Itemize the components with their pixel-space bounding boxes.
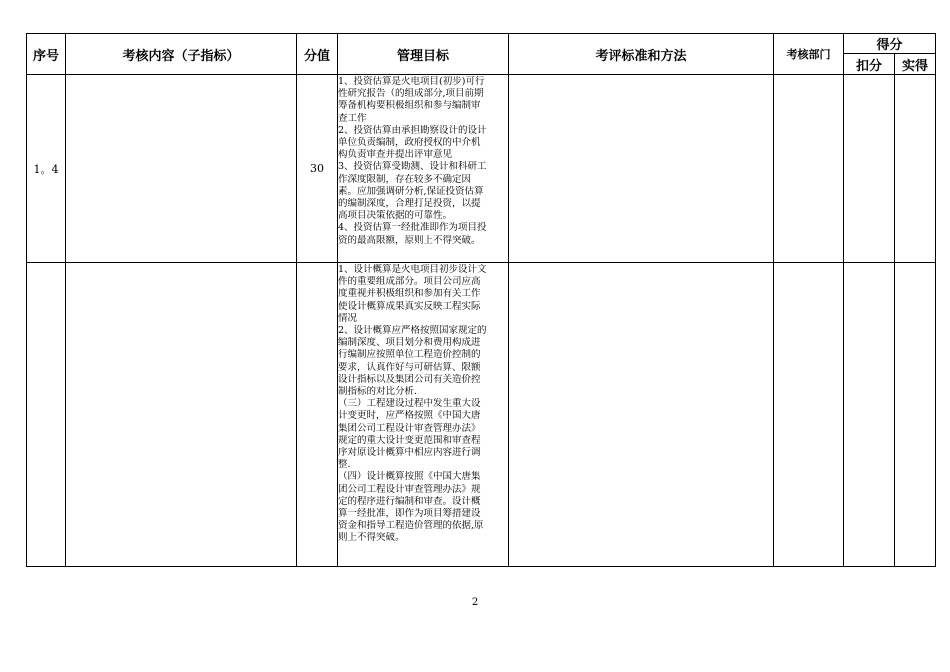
goal-line: 计变更时，应严格按照《中国大唐: [338, 410, 481, 422]
row-dept: [774, 75, 844, 263]
goal-line: 构负责审查并提出评审意见: [338, 149, 453, 161]
header-goal: 管理目标: [338, 34, 509, 75]
goal-line: 3、投资估算受勘测、设计和科研工: [338, 161, 487, 173]
header-score-value: 分值: [297, 34, 338, 75]
row-score-value: 30: [297, 75, 338, 263]
row-goal: [338, 263, 509, 567]
goal-line: 算一经批准，即作为项目筹措建设: [338, 508, 481, 520]
goal-line: 度重视并积极组织和参加有关工作: [338, 288, 481, 300]
row-deduct: [844, 263, 895, 567]
goal-line: 设计指标以及集团公司有关造价控: [338, 373, 481, 385]
row-content: [66, 75, 297, 263]
goal-line: 1、设计概算是火电项目初步设计文: [338, 264, 487, 275]
goal-line: （四）设计概算按照《中国大唐集: [338, 471, 481, 483]
goal-line: 行编制应按照单位工程造价控制的: [338, 349, 481, 361]
header-seq: 序号: [27, 34, 66, 75]
header-content: 考核内容（子指标）: [66, 34, 297, 75]
goal-line: 查工作: [338, 112, 367, 124]
goal-line: 资金和指导工程造价管理的依据,原: [338, 520, 484, 532]
goal-line: 1、投资估算是火电项目(初步)可行: [338, 76, 485, 87]
row-content: [66, 263, 297, 567]
row-criteria: [509, 75, 774, 263]
goal-line: 作深度限制，存在较多不确定因: [338, 173, 472, 185]
assessment-table: [26, 33, 936, 567]
row-actual: [895, 263, 936, 567]
goal-line: 则上不得突破。: [338, 532, 405, 544]
table-row: [27, 263, 936, 567]
goal-line: 素。应加强调研分析,保证投资估算: [338, 185, 484, 197]
goal-line: 集团公司工程设计审查管理办法》: [338, 422, 481, 434]
goal-line: 2、设计概算应严格按照国家规定的: [338, 325, 487, 337]
goal-line: 性研究报告（的组成部分,项目前期: [338, 88, 484, 100]
header-deduct: 扣分: [844, 54, 895, 75]
goal-line: 的编制深度，合理打足投资，以提: [338, 198, 481, 210]
goal-line: 件的重要组成部分。项目公司应高: [338, 276, 481, 288]
goal-line: 2、投资估算由承担勘察设计的设计: [338, 124, 487, 136]
row-seq: 1。4: [27, 75, 66, 263]
row-seq: [27, 263, 66, 567]
goal-line: 4、投资估算一经批准即作为项目投: [338, 222, 487, 234]
goal-line: 团公司工程设计审查管理办法》规: [338, 483, 481, 495]
goal-line: 资的最高限额，原则上不得突破。: [338, 234, 481, 246]
header-dept: 考核部门: [774, 34, 844, 75]
goal-line: 筹备机构要积极组织和参与编制审: [338, 100, 481, 112]
header-score: 得分: [844, 34, 936, 54]
goal-line: 单位负责编制，政府授权的中介机: [338, 137, 481, 149]
page-number: 2: [471, 597, 479, 608]
goal-line: 高项目决策依据的可靠性。: [338, 210, 453, 222]
header-actual: 实得: [895, 54, 936, 75]
goal-line: 制指标的对比分析.: [338, 386, 418, 398]
goal-line: 情况: [338, 312, 358, 324]
row-score-value: [297, 263, 338, 567]
row-criteria: [509, 263, 774, 567]
goal-line: 编制深度、项目划分和费用构成进: [338, 337, 481, 349]
goal-line: 序对原设计概算中相应内容进行调: [338, 447, 481, 459]
row-actual: [895, 75, 936, 263]
row-goal: [338, 75, 509, 263]
goal-line: 定的程序进行编制和审查。设计概: [338, 495, 481, 507]
header-criteria: 考评标准和方法: [509, 34, 774, 75]
goal-text: [338, 263, 508, 566]
goal-text: [338, 75, 508, 262]
row-dept: [774, 263, 844, 567]
goal-line: （三）工程建设过程中发生重大设: [338, 398, 481, 410]
goal-line: 使设计概算成果真实反映工程实际: [338, 300, 481, 312]
row-deduct: [844, 75, 895, 263]
goal-line: 要求，认真作好与可研估算、限额: [338, 361, 481, 373]
goal-line: 整.: [338, 459, 351, 471]
goal-line: 规定的重大设计变更范围和审查程: [338, 434, 481, 446]
table-row: [27, 75, 936, 263]
